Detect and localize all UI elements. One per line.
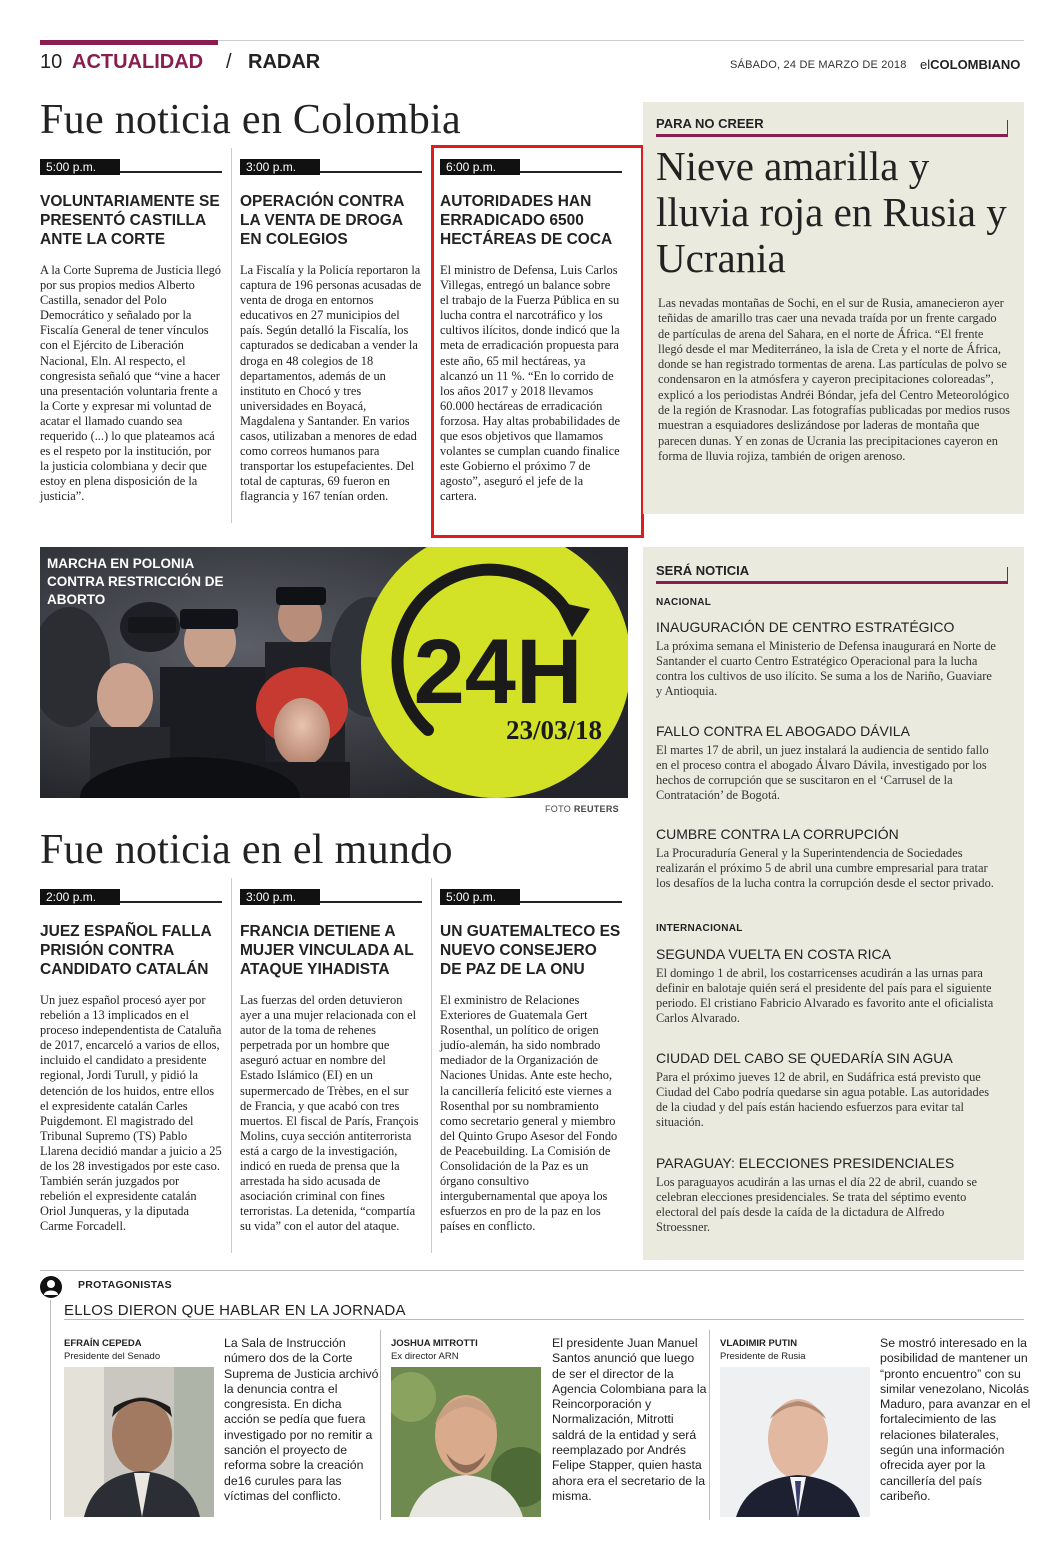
story-headline: FRANCIA DETIENE A MUJER VINCULADA AL ATAQUE YIHADISTA bbox=[240, 923, 414, 978]
protagonistas-vertical-line bbox=[50, 1300, 51, 1520]
sera-noticia-item bbox=[656, 1050, 996, 1130]
sera-noticia-item bbox=[656, 1155, 996, 1235]
photo-credit bbox=[545, 804, 619, 814]
sera-noticia-item bbox=[656, 619, 996, 699]
protagonistas-top-rule bbox=[40, 1270, 1024, 1271]
item-title: INAUGURACIÓN DE CENTRO ESTRATÉGICO bbox=[656, 619, 955, 635]
item-body: La próxima semana el Ministerio de Defensa inaugurará en Norte de Santander el cuarto Centro Estratégico Operacional para la lucha contra los cultivos de uso ilícito. Se suma a los de Nariño, Guaviare y Antioquia. bbox=[656, 639, 996, 699]
sera-noticia-label: SERÁ NOTICIA bbox=[656, 563, 750, 578]
photo-credit-source: REUTERS bbox=[573, 804, 619, 814]
story-time: 3:00 p.m. bbox=[240, 159, 320, 175]
story-headline: VOLUNTARIAMENTE SE PRESENTÓ CASTILLA ANTE LA CORTE bbox=[40, 193, 220, 248]
story-time: 3:00 p.m. bbox=[240, 889, 320, 905]
24h-badge bbox=[358, 547, 628, 798]
sera-noticia-item bbox=[656, 946, 996, 1026]
person-icon bbox=[40, 1276, 62, 1298]
newspaper-brand bbox=[920, 57, 1020, 72]
para-no-creer-rule-end bbox=[1007, 120, 1008, 137]
item-body: El domingo 1 de abril, los costarricenses acudirán a las urnas para definir en balotaje quién será el presidente del país para el siguiente periodo. El cristiano Fabricio Alvarado es favorito ante el oficialista Carlos Alvarado. bbox=[656, 966, 994, 1026]
mundo-story-1 bbox=[40, 888, 222, 1235]
internacional-label: INTERNACIONAL bbox=[656, 923, 743, 934]
person-role: Presidente del Senado bbox=[64, 1351, 161, 1362]
para-no-creer-label: PARA NO CREER bbox=[656, 116, 764, 131]
story-time: 5:00 p.m. bbox=[40, 159, 120, 175]
story-time: 2:00 p.m. bbox=[40, 889, 120, 905]
para-no-creer-title: Nieve amarilla y lluvia roja en Rusia y Ucrania bbox=[656, 143, 1007, 281]
brand-prefix: el bbox=[920, 57, 931, 72]
colombia-section-title: Fue noticia en Colombia bbox=[40, 97, 461, 143]
highlight-box bbox=[431, 145, 644, 538]
item-body: Para el próximo jueves 12 de abril, en Sudáfrica está previsto que Ciudad del Cabo podría quedarse sin agua potable. Las autoridades de la ciudad y del país están haciendo esfuerzos para evitar tal situación. bbox=[656, 1070, 990, 1130]
person-photo bbox=[720, 1367, 870, 1517]
column-divider bbox=[231, 148, 232, 523]
page-number: 10 bbox=[40, 51, 63, 73]
story-body: La Fiscalía y la Policía reportaron la captura de 196 personas acusadas de venta de droga en entornos educativos en 27 municipios del país. Según detalló la Fiscalía, los capturados se dedicaban a vender la droga en 48 colegios de 18 departamentos, además de un instituto en Chocó y tres universidades en Boyacá, Magdalena y Santander. En varios casos, utilizaban a menores de edad como correos humanos para transportar los estupefacientes. Del total de capturas, 69 fueron en flagrancia y 167 tenían orden. bbox=[240, 263, 422, 504]
story-body: Un juez español procesó ayer por rebelión a 13 implicados en el proceso independentista de Cataluña de 2017, encarceló a varios de ellos, incluido el candidato a presidente regional, Jordi Turull, y pidió la detención de los huidos, entre ellos el expresidente catalán Carles Puigdemont. El magistrado del Tribunal Supremo (TS) Pablo Llarena decidió mandar a juicio a 25 de los 28 investigados por este caso. También serán juzgados por rebelión el expresidente catalán Oriol Junqueras, y la diputada Carme Forcadell. bbox=[40, 993, 222, 1234]
colombia-story-2 bbox=[240, 158, 422, 505]
story-headline: JUEZ ESPAÑOL FALLA PRISIÓN CONTRA CANDIDATO CATALÁN bbox=[40, 923, 212, 978]
person-photo bbox=[391, 1367, 541, 1517]
sera-noticia-item bbox=[656, 826, 996, 891]
person-photo bbox=[64, 1367, 214, 1517]
protagonistas-label: PROTAGONISTAS bbox=[78, 1279, 172, 1291]
story-body: El ministro de Defensa, Luis Carlos Villegas, entregó un balance sobre el trabajo de la Fuerza Pública en su lucha contra el narcotráfico y los cultivos ilícitos, donde indicó que la meta de erradicación propuesta para este año, 65 mil hectáreas, ya alcanzó un 11 %. “En lo corrido de los años 2017 y 2018 llevamos 60.000 hectáreas de erradicación forzosa. Hay altas probabilidades de que esos objetivos que llamamos volantes se cumplan cuando finalice este Gobierno el próximo 7 de agosto”, aseguró el jefe de la cartera. bbox=[440, 263, 620, 504]
para-no-creer-body: Las nevadas montañas de Sochi, en el sur de Rusia, amanecieron ayer teñidas de amarillo tras caer una nevada traída por un frente cargado de partículas de arena del Sahara, en el norte de África. “El frente llegó desde el mar Mediterráneo, la isla de Creta y el norte de África, donde se han registrado tormentas de arena. Las partículas de polvo se condensaron en la atmósfera y cayeron precipitaciones coloreadas”, explicó a los periodistas Andréi Bóndar, jefa del Centro Meteorológico de la región de Krasnodar. Las fotografías publicadas por medios rusos muestran a esquiadores deslizándose por laderas de montaña que parecen dunas. Y en zonas de Ucrania las precipitaciones cayeron en forma de lluvia rojiza, también de origen arenoso. bbox=[658, 296, 1011, 463]
column-divider bbox=[231, 878, 232, 1253]
story-time: 5:00 p.m. bbox=[440, 889, 520, 905]
item-body: La Procuraduría General y la Superintendencia de Sociedades realizarán el próximo 5 de abril una cumbre empresarial para tratar los desafíos de la lucha contra la corrupción desde el sector privado. bbox=[656, 846, 994, 891]
story-body: Las fuerzas del orden detuvieron ayer a una mujer relacionada con el autor de la toma de rehenes perpetrada por un hombre que aseguró actuar en nombre del Estado Islámico (EI) en un supermercado de Trèbes, en el sur de Francia, y que acabó con tres muertos. El fiscal de París, François Molins, cuya sección antiterrorista está a cargo de la investigación, indicó en rueda de prensa que la arrestada ha sido acusada de asociación criminal con fines terroristas. La detenida, “compartía su vida” con el autor del ataque. bbox=[240, 993, 419, 1234]
item-title: PARAGUAY: ELECCIONES PRESIDENCIALES bbox=[656, 1155, 955, 1171]
brand-name: COLOMBIANO bbox=[930, 57, 1021, 72]
top-accent-bar bbox=[40, 40, 218, 45]
sera-noticia-rule bbox=[656, 581, 1008, 584]
person-text: El presidente Juan Manuel Santos anunció que luego de ser el director de la Agencia Colombiana para la Reincorporación y Normalización, Mitrotti saldrá de la entidad y será reemplazado por Andrés Felipe Stapper, quien hasta ahora era el secretario de la misma. bbox=[552, 1336, 707, 1503]
badge-date: 23/03/18 bbox=[505, 715, 603, 745]
story-headline: UN GUATEMALTECO ES NUEVO CONSEJERO DE PAZ DE LA ONU bbox=[440, 923, 621, 978]
item-body: Los paraguayos acudirán a las urnas el día 22 de abril, cuando se celebran elecciones presidenciales. Se trata del séptimo evento electoral del país desde la caída de la dictadura de Alfredo Stroessner. bbox=[656, 1175, 978, 1235]
person-name: JOSHUA MITROTTI bbox=[391, 1338, 478, 1349]
story-body: A la Corte Suprema de Justicia llegó por sus propios medios Alberto Castilla, senador del Polo Democrático y señalado por la Fiscalía General de tener vínculos con el Ejército de Liberación Nacional, Eln. Al respecto, el congresista señaló que “vine a hacer una presentación voluntaria frente a la Corte y expresar mi voluntad de acatar el llamado cuando sea requerido (...) lo que plateamos acá es el respeto por la institución, por la justicia colombiana y decir que estoy en plena disposición de la justicia”. bbox=[40, 263, 222, 504]
story-headline: AUTORIDADES HAN ERRADICADO 6500 HECTÁREAS DE COCA bbox=[440, 193, 613, 248]
person-name: EFRAÍN CEPEDA bbox=[64, 1338, 142, 1349]
story-body: El exministro de Relaciones Exteriores de Guatemala Gert Rosenthal, un político de origen judío-alemán, ha sido nombrado mediador de la Organización de Naciones Unidas. Ante este hecho, la cancillería felicitó este viernes a Rosenthal por su nombramiento como secretario general y miembro del Quinto Grupo Asesor del Fondo de Peacebuilding. La Comisión de Consolidación de la Paz es un órgano consultivo intergubernamental que apoya los esfuerzos en pro de la paz en los países en conflicto. bbox=[440, 993, 618, 1234]
mundo-section-title: Fue noticia en el mundo bbox=[40, 827, 453, 873]
edition-date: SÁBADO, 24 DE MARZO DE 2018 bbox=[730, 59, 907, 71]
person-text: Se mostró interesado en la posibilidad de mantener un “pronto encuentro” con su similar venezolano, Nicolás Maduro, para avanzar en el fortalecimiento de las relaciones bilaterales, según una información ofrecida ayer por la cancillería del país caribeño. bbox=[880, 1336, 1031, 1503]
photo-credit-prefix: FOTO bbox=[545, 804, 572, 814]
person-name: VLADIMIR PUTIN bbox=[720, 1338, 798, 1349]
protagonistas-subtitle: ELLOS DIERON QUE HABLAR EN LA JORNADA bbox=[64, 1302, 406, 1319]
nacional-label: NACIONAL bbox=[656, 597, 712, 608]
section-name: ACTUALIDAD bbox=[72, 51, 204, 73]
mundo-story-3 bbox=[440, 888, 622, 1235]
item-title: FALLO CONTRA EL ABOGADO DÁVILA bbox=[656, 723, 910, 739]
colombia-story-1 bbox=[40, 158, 222, 505]
subsection-name: RADAR bbox=[248, 51, 321, 73]
item-title: SEGUNDA VUELTA EN COSTA RICA bbox=[656, 946, 891, 962]
person-role: Presidente de Rusia bbox=[720, 1351, 806, 1362]
item-title: CIUDAD DEL CABO SE QUEDARÍA SIN AGUA bbox=[656, 1050, 953, 1066]
sera-noticia-item bbox=[656, 723, 996, 803]
story-headline: OPERACIÓN CONTRA LA VENTA DE DROGA EN COLEGIOS bbox=[240, 193, 404, 248]
mundo-story-2 bbox=[240, 888, 422, 1235]
item-body: El martes 17 de abril, un juez instalará la audiencia de sentido fallo en el proceso contra el abogado Álvaro Dávila, investigado por los hechos de corrupción que se suscitaron en el ‘Carrusel de la Contratación’ de Bogotá. bbox=[656, 743, 989, 803]
item-title: CUMBRE CONTRA LA CORRUPCIÓN bbox=[656, 826, 899, 842]
photo-caption-label: MARCHA EN POLONIA CONTRA RESTRICCIÓN DE ABORTO bbox=[47, 556, 224, 607]
story-time: 6:00 p.m. bbox=[440, 159, 520, 175]
sera-noticia-rule-end bbox=[1007, 567, 1008, 584]
badge-text: 24H bbox=[413, 621, 583, 723]
section-separator: / bbox=[226, 51, 232, 73]
person-role: Ex director ARN bbox=[391, 1351, 459, 1362]
protagonistas-horizontal-line bbox=[64, 1319, 1024, 1320]
person-text: La Sala de Instrucción número dos de la Corte Suprema de Justicia archivó la denuncia contra el congresista. En dicha acción se pedía que fuera investigado por no remitir a sanción el proyecto de reforma sobre la creación de16 curules para las víctimas del conflicto. bbox=[224, 1336, 379, 1503]
column-divider bbox=[431, 878, 432, 1253]
protagonist-divider bbox=[709, 1330, 710, 1520]
para-no-creer-rule bbox=[656, 134, 1008, 137]
protagonist-divider bbox=[380, 1330, 381, 1520]
